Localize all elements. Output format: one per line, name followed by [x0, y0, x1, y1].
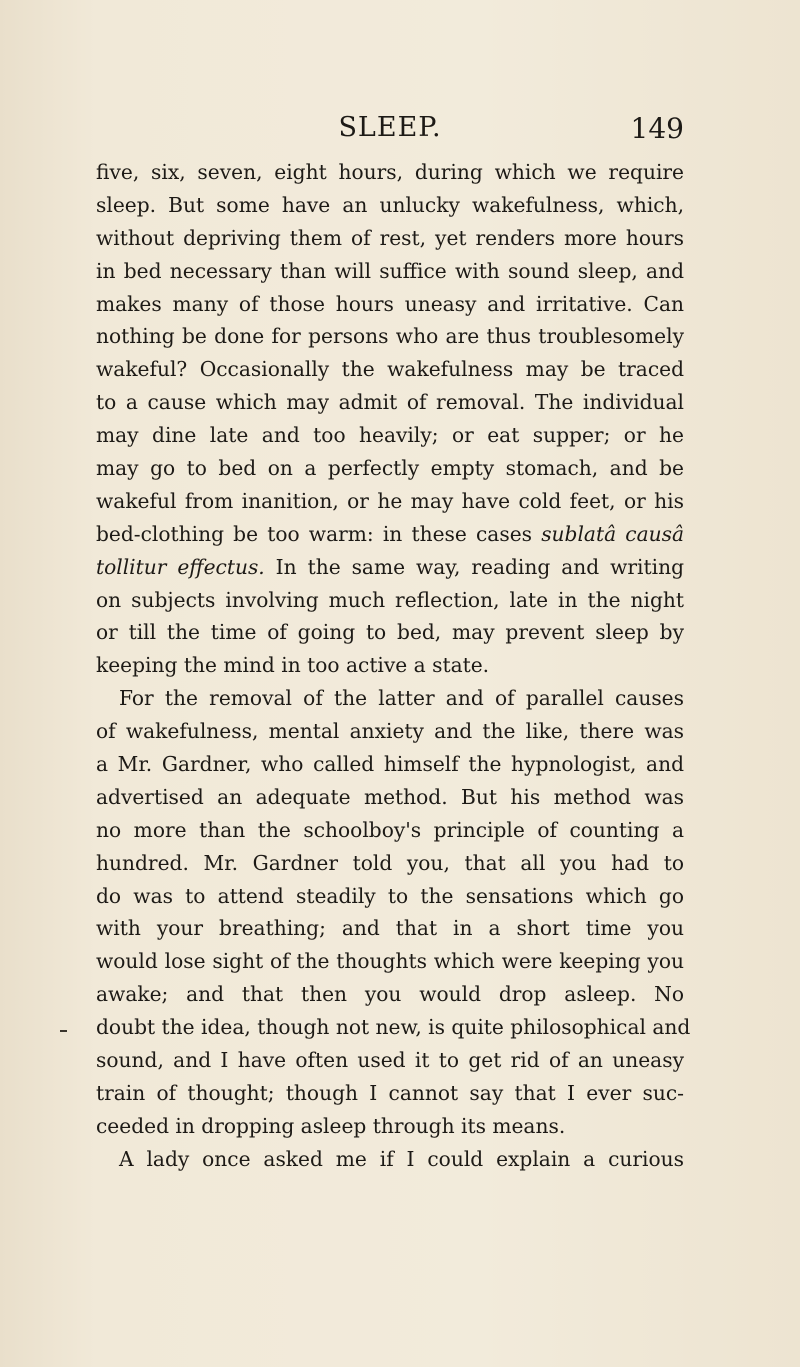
text-line: doubt the idea, though not new, is quite philosophical and — [96, 1015, 691, 1040]
text-line: hundred. Mr. Gardner told you, that all you had to — [96, 850, 684, 875]
text-line: A lady once asked me if I could explain a curious — [119, 1146, 684, 1171]
margin-mark — [60, 1030, 67, 1032]
text-line: sleep. But some have an unlucky wakefulness, which, — [96, 192, 684, 217]
text-line: wakeful from inanition, or he may have cold feet, or his — [96, 488, 684, 513]
text-line: makes many of those hours uneasy and irritative. Can — [96, 291, 684, 316]
body-text — [96, 156, 691, 1176]
text-line-mixed — [96, 518, 684, 551]
text-line: sound, and I have often used it to get rid of an uneasy — [96, 1048, 684, 1073]
text-segment: bed-clothing be too warm: in these cases — [96, 521, 533, 546]
text-line: on subjects involving much reflection, late in the night — [96, 587, 684, 612]
text-line: keeping the mind in too active a state. — [96, 653, 490, 678]
text-line: five, six, seven, eight hours, during which we require — [96, 160, 684, 184]
text-line: of wakefulness, mental anxiety and the like, there was — [96, 719, 684, 744]
text-line: advertised an adequate method. But his method was — [96, 784, 684, 809]
latin-phrase: tollitur effectus. — [96, 554, 265, 579]
text-line: no more than the schoolboy's principle of counting a — [96, 817, 684, 842]
running-title: SLEEP. — [338, 112, 442, 143]
text-line: For the removal of the latter and of parallel causes — [119, 686, 684, 711]
text-line: ceeded in dropping asleep through its means. — [96, 1113, 566, 1138]
text-line: a Mr. Gardner, who called himself the hypnologist, and — [96, 752, 684, 777]
text-line: do was to attend steadily to the sensations which go — [96, 883, 684, 908]
text-segment: In the same way, reading and writing — [275, 554, 684, 579]
text-line: wakeful? Occasionally the wakefulness may be traced — [96, 357, 684, 382]
text-line: or till the time of going to bed, may prevent sleep by — [96, 620, 684, 645]
latin-phrase: sublatâ causâ — [541, 521, 685, 546]
page-number: 149 — [630, 112, 684, 145]
text-line: to a cause which may admit of removal. The individual — [96, 390, 684, 415]
text-line: train of thought; though I cannot say that I ever suc- — [96, 1080, 684, 1105]
text-line: nothing be done for persons who are thus troublesomely — [96, 324, 684, 349]
text-line: may dine late and too heavily; or eat supper; or he — [96, 423, 684, 448]
text-line: may go to bed on a perfectly empty stomach, and be — [96, 456, 684, 481]
running-head — [96, 112, 684, 152]
text-line-mixed — [96, 551, 684, 584]
text-line: in bed necessary than will suffice with sound sleep, and — [96, 258, 684, 283]
text-line: awake; and that then you would drop asleep. No — [96, 982, 684, 1007]
text-line: would lose sight of the thoughts which were keeping you — [96, 949, 684, 974]
text-line: without depriving them of rest, yet renders more hours — [96, 225, 684, 250]
text-line: with your breathing; and that in a short time you — [96, 916, 684, 941]
